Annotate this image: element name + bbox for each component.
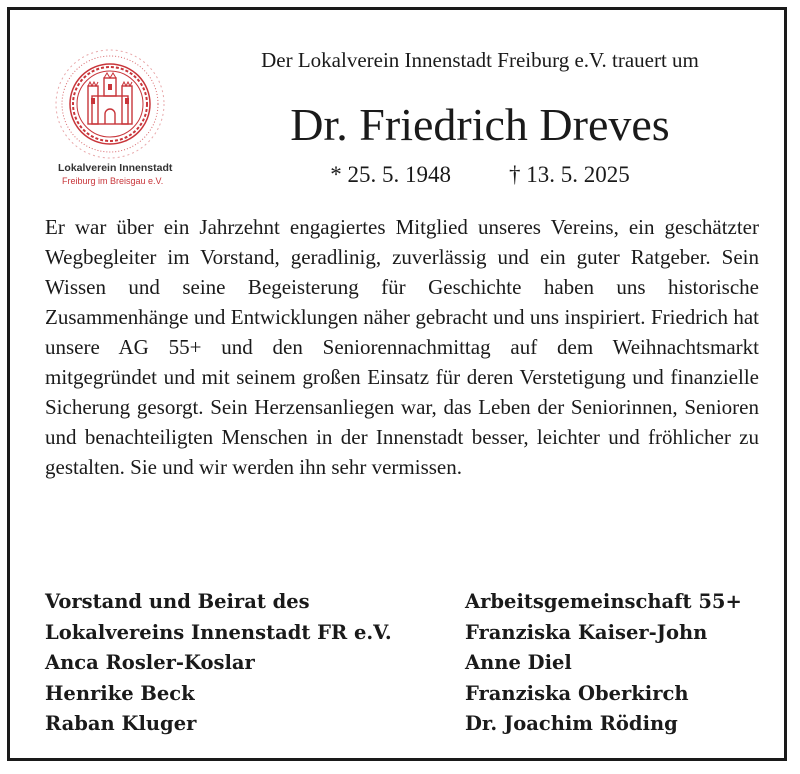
signature-line: Henrike Beck <box>45 681 195 705</box>
logo-subtitle: Freiburg im Breisgau e.V. <box>62 176 164 186</box>
birth-date: * 25. 5. 1948 <box>330 162 451 187</box>
signatures-right <box>465 587 742 740</box>
intro-line: Der Lokalverein Innenstadt Freiburg e.V. trauert um <box>261 48 699 72</box>
logo <box>44 46 189 196</box>
signature-line: Franziska Kaiser-John <box>465 620 708 644</box>
signature-line: Anne Diel <box>465 651 572 674</box>
signature-line: Raban Kluger <box>45 712 197 735</box>
signatures-left <box>45 587 392 740</box>
tribute-text: Er war über ein Jahrzehnt engagiertes Mitglied unseres Vereins, ein geschätzter Wegbegleiter im Vorstand, geradlinig, zuverlässig und ein guter Ratgeber. Sein Wissen und seine Begeisterung für Geschichte haben uns historische Zusammenhänge und Entwicklungen näher gebracht und uns inspiriert. Friedrich hat unsere AG 55+ und den Seniorennachmittag auf dem Weihnachtsmarkt mitgegründet und mit seinem großen Einsatz für deren Verstetigung und finanzielle Sicherung gesorgt. Sein Herzensanliegen war, das Leben der Seniorinnen, Senioren und benachteiligten Menschen in der Innenstadt besser, leichter und fröhlicher zu gestalten. Sie und wir werden ihn sehr vermissen. <box>45 215 759 479</box>
logo-name: Lokalverein Innenstadt <box>58 162 173 174</box>
life-dates <box>195 162 765 188</box>
signature-line: Lokalvereins Innenstadt FR e.V. <box>45 620 392 644</box>
signature-line: Dr. Joachim Röding <box>465 712 678 735</box>
obituary-notice <box>7 7 787 761</box>
city-seal-icon <box>44 46 184 164</box>
signature-line: Franziska Oberkirch <box>465 681 689 705</box>
signature-line: Anca Rosler-Koslar <box>45 651 255 674</box>
signature-line: Arbeitsgemeinschaft 55+ <box>465 590 742 613</box>
deceased-name: Dr. Friedrich Dreves <box>290 99 670 150</box>
death-date: † 13. 5. 2025 <box>509 162 630 187</box>
signature-line: Vorstand und Beirat des <box>45 590 310 613</box>
